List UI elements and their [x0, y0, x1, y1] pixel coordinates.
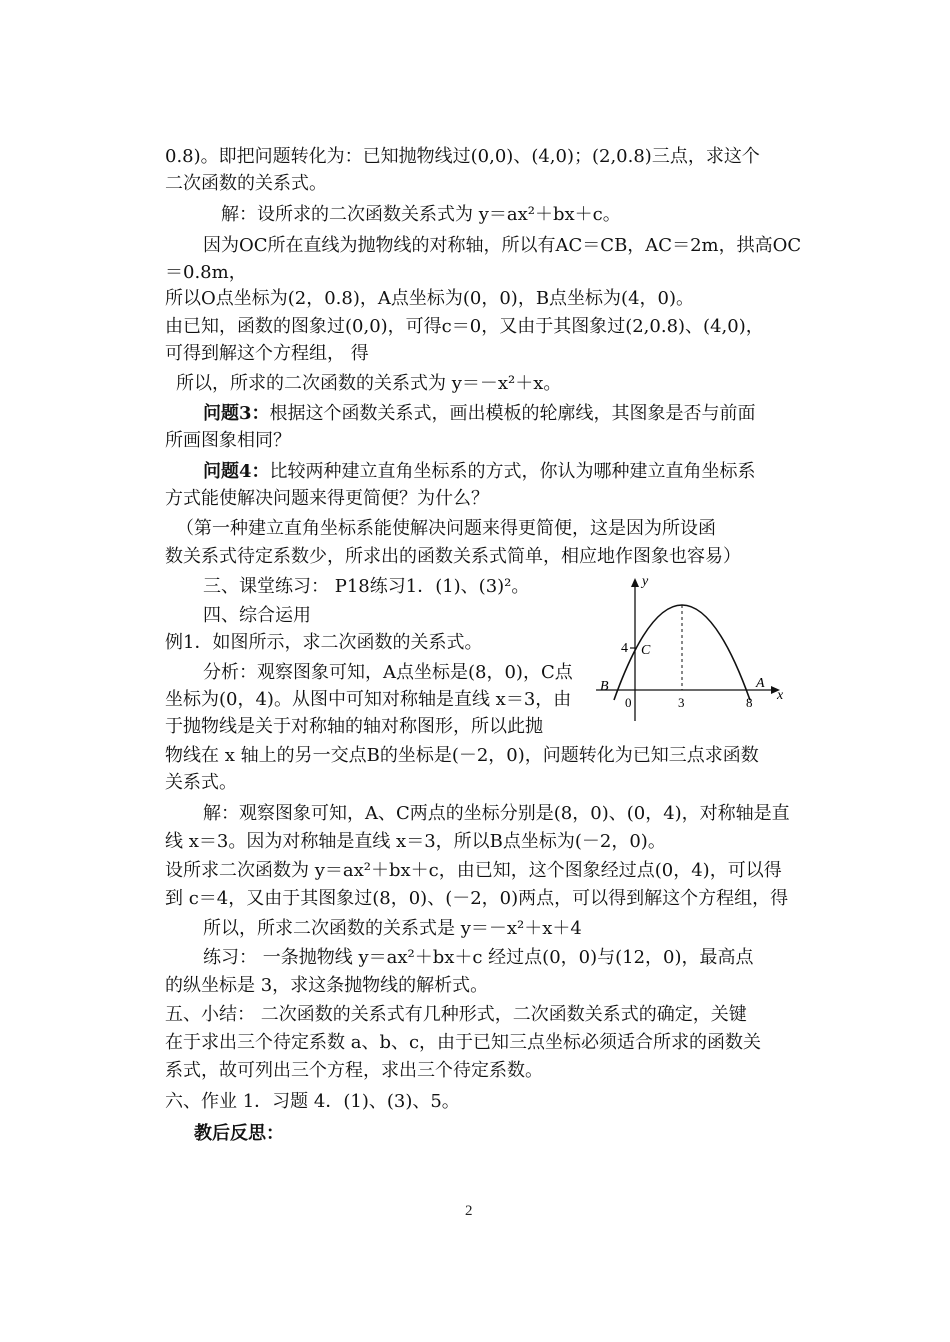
text-line: 由已知，函数的图象过(0,0)，可得c＝0，又由于其图象过(2,0.8)、(4,0)， [165, 316, 764, 337]
text-line: 设所求二次函数为 y＝ax²＋bx＋c，由已知，这个图象经过点(0，4)，可以得 [165, 860, 782, 881]
question-text: 比较两种建立直角坐标系的方式，你认为哪种建立直角坐标系 [269, 461, 756, 482]
text-line: 在于求出三个待定系数 a、b、c，由于已知三点坐标必须适合所求的函数关 [165, 1032, 762, 1053]
question-3 [203, 403, 756, 425]
tick-label: 3 [678, 695, 685, 710]
text-line: 的纵坐标是 3，求这条抛物线的解析式。 [165, 975, 489, 996]
origin-label: 0 [625, 695, 632, 710]
text-line: 所以O点坐标为(2，0.8)，A点坐标为(0，0)，B点坐标为(4，0)。 [165, 288, 695, 309]
text-line: 解：观察图象可知，A、C两点的坐标分别是(8，0)、(0，4)，对称轴是直 [203, 803, 790, 824]
text-line: 可得到解这个方程组， 得 [165, 343, 369, 364]
text-line: 方式能使解决问题来得更简便？为什么？ [165, 488, 489, 509]
text-line: 例1．如图所示，求二次函数的关系式。 [165, 632, 483, 653]
parabola-figure [596, 575, 786, 725]
text-line: 分析：观察图象可知，A点坐标是(8，0)，C点 [203, 662, 573, 683]
y-axis-arrow [631, 578, 639, 587]
text-line: 所画图象相同？ [165, 430, 291, 451]
text-line: 于抛物线是关于对称轴的轴对称图形，所以此抛 [165, 716, 543, 737]
label-B: B [600, 679, 609, 694]
text-line: 所以，所求二次函数的关系式是 y＝－x²＋x＋4 [203, 918, 582, 939]
question-label: 问题4： [203, 461, 270, 482]
text-line: 四、综合运用 [203, 605, 311, 626]
text-line: （第一种建立直角坐标系能使解决问题来得更简便，这是因为所设函 [176, 518, 716, 539]
text-line: 数关系式待定系数少，所求出的函数关系式简单，相应地作图象也容易） [165, 546, 741, 567]
tick-label: 4 [621, 641, 628, 656]
page-number: 2 [465, 1203, 473, 1219]
text-line: 0.8)。即把问题转化为：已知抛物线过(0,0)、(4,0)；(2,0.8)三点，求这个 [165, 146, 760, 167]
text-line: 关系式。 [165, 772, 237, 793]
tick-label: 8 [746, 695, 753, 710]
text-line: 到 c＝4，又由于其图象过(8，0)、(－2，0)两点，可以得到解这个方程组，得 [165, 888, 789, 909]
text-line: 系式，故可列出三个方程，求出三个待定系数。 [165, 1060, 543, 1081]
text-line: 坐标为(0，4)。从图中可知对称轴是直线 x＝3，由 [165, 689, 572, 710]
text-line: 因为OC所在直线为抛物线的对称轴，所以有AC＝CB，AC＝2m，拱高OC [203, 235, 802, 256]
y-axis-label: y [642, 575, 649, 589]
text-line: 二次函数的关系式。 [165, 173, 327, 194]
question-text: 根据这个函数关系式，画出模板的轮廓线，其图象是否与前面 [269, 403, 756, 424]
text-line: 五、小结： 二次函数的关系式有几种形式，二次函数关系式的确定，关键 [165, 1004, 747, 1025]
text-line: 物线在 x 轴上的另一交点B的坐标是(－2，0)，问题转化为已知三点求函数 [165, 745, 759, 766]
reflection-heading: 教后反思： [194, 1123, 284, 1144]
question-label: 问题3： [203, 403, 270, 424]
question-4 [203, 461, 756, 483]
label-C: C [641, 643, 651, 658]
text-line: 三、课堂练习： P18练习1．(1)、(3)²。 [203, 576, 530, 597]
text-line: 所以，所求的二次函数的关系式为 y＝－x²＋x。 [176, 373, 562, 394]
x-axis-label: x [777, 688, 784, 703]
label-A: A [756, 676, 765, 691]
text-line: ＝0.8m， [165, 262, 247, 283]
text-line: 线 x＝3。因为对称轴是直线 x＝3，所以B点坐标为(－2，0)。 [165, 831, 666, 852]
text-line: 解：设所求的二次函数关系式为 y＝ax²＋bx＋c。 [221, 204, 621, 225]
text-line: 六、作业 1．习题 4．(1)、(3)、5。 [165, 1091, 460, 1112]
text-line: 练习： 一条抛物线 y＝ax²＋bx＋c 经过点(0，0)与(12，0)，最高点 [203, 947, 754, 968]
